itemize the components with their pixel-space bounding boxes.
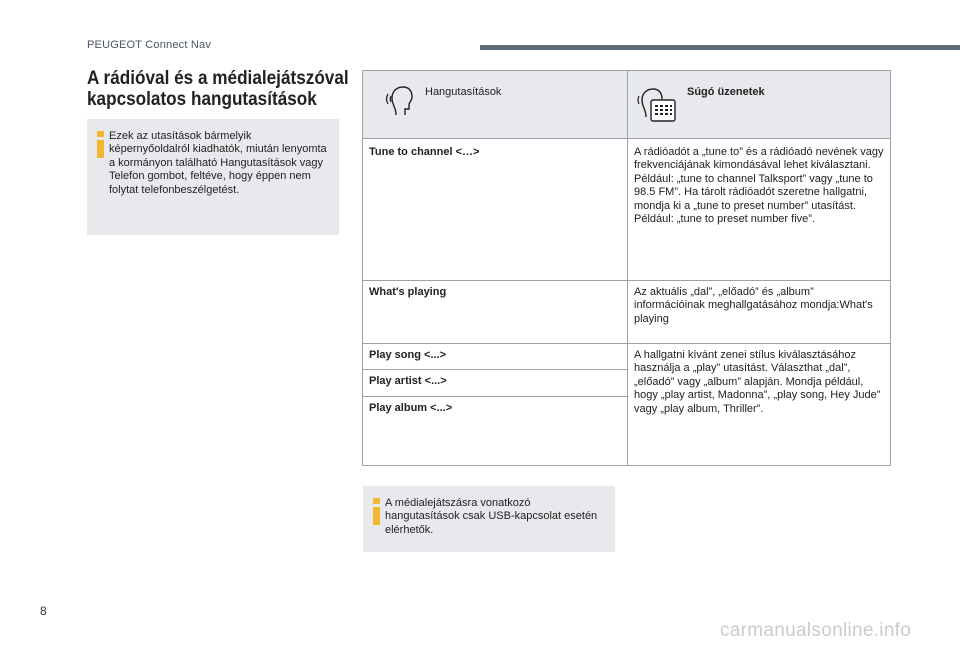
table-row-command: What's playing: [369, 286, 447, 298]
row-divider: [363, 396, 627, 397]
info-note: [87, 119, 339, 235]
table-row-command: Play artist <...>: [369, 375, 447, 387]
section-title-line-1: A rádióval és a médialejátszóval: [87, 67, 349, 89]
section-title: [87, 67, 349, 110]
info-note: [363, 486, 615, 552]
col-help-header: Súgó üzenetek: [687, 86, 765, 98]
col-commands-header: Hangutasítások: [425, 86, 502, 98]
table-row-command: Tune to channel <…>: [369, 146, 480, 158]
voice-command-icon: [385, 85, 413, 117]
header-bar: [480, 45, 960, 50]
info-icon: [373, 498, 380, 524]
help-messages-icon: [637, 83, 677, 123]
info-icon: [97, 131, 104, 157]
table-row-command: Play album <...>: [369, 402, 453, 414]
row-divider: [363, 343, 890, 344]
table-row-help: A hallgatni kívánt zenei stílus kiválasztásához használja a „play” utasítást. Választhat „dal”, „előadó” vagy „album” alapján. Mondja például, hogy „play artist, Madonna”, „play song, Hey Jude” vagy „play album, Thriller”.: [634, 349, 881, 415]
row-divider: [363, 369, 627, 370]
page-number: 8: [40, 604, 47, 618]
watermark: carmanualsonline.info: [720, 620, 912, 641]
table-row-help: Az aktuális „dal”, „előadó” és „album” információinak meghallgatásához mondja:What's playing: [634, 286, 873, 325]
table-row-command: Play song <...>: [369, 349, 447, 361]
info-note-text: A médialejátszásra vonatkozó hangutasítások csak USB-kapcsolat esetén elérhetők.: [385, 497, 598, 536]
column-divider: [627, 71, 628, 465]
info-note-text: Ezek az utasítások bármelyik képernyőoldalról kiadhatók, miután lenyomta a kormányon található Hangutasítások vagy Telefon gombot, feltéve, hogy éppen nem folytat telefonbeszélgetést.: [109, 130, 327, 196]
running-header: PEUGEOT Connect Nav: [87, 39, 212, 51]
row-divider: [363, 280, 890, 281]
voice-commands-table: [362, 70, 891, 466]
section-title-line-2: kapcsolatos hangutasítások: [87, 88, 317, 110]
table-row-help: A rádióadót a „tune to” és a rádióadó nevének vagy frekvenciájának kimondásával lehet kiválasztani. Például: „tune to channel Talksport” vagy „tune to 98.5 FM”. Ha tárolt rádióadót szeretne hallgatni, mondja ki a „tune to preset number” utasítást. Például: „tune to preset number five”.: [634, 146, 884, 226]
